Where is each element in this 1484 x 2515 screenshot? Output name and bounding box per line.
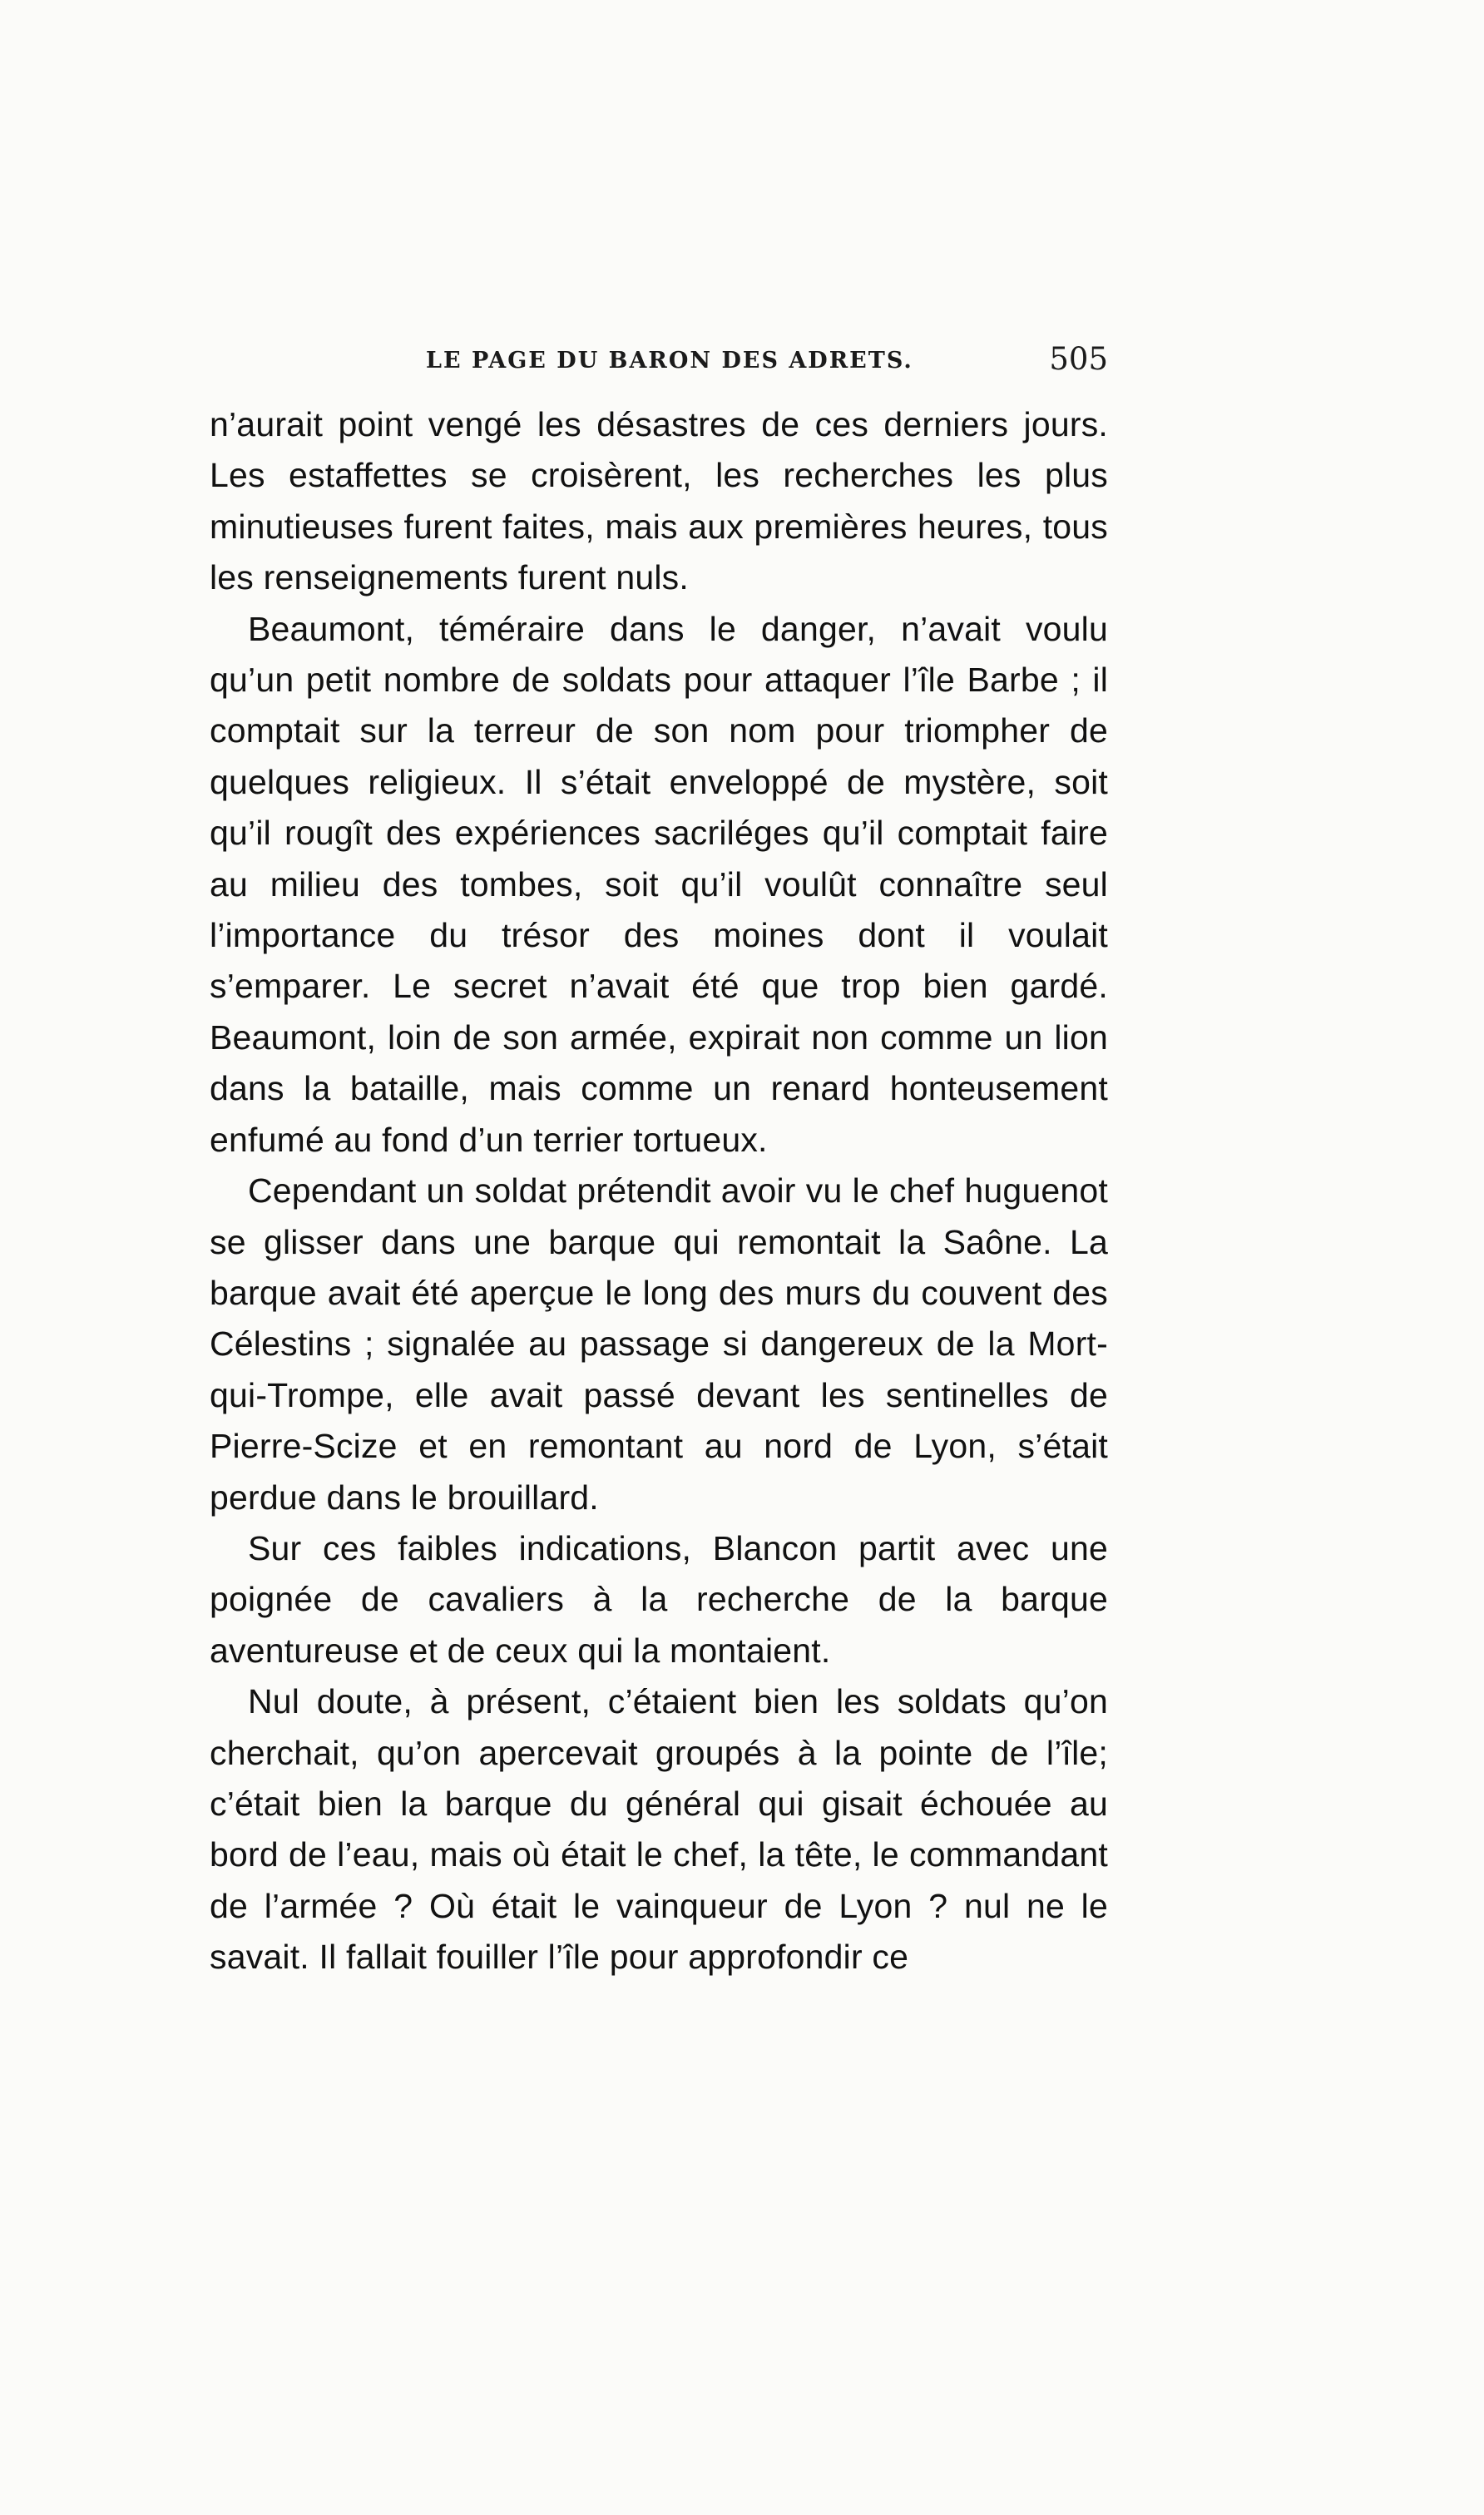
running-title: LE PAGE DU BARON DES ADRETS. [426, 348, 913, 374]
paragraph-1: n’aurait point vengé les désastres de ces derniers jours. Les estaffettes se croisèrent, les recherches les plus minutieuses furent faites, mais aux premières heures, tous les renseignements furent nuls. [210, 405, 1108, 597]
paragraph-3: Cependant un soldat prétendit avoir vu le chef huguenot se glisser dans une barque qui remontait la Saône. La barque avait été aperçue le long des murs du couvent des Célestins ; signalée au passage si dangereux de la Mort-qui-Trompe, elle avait passé devant les sentinelles de Pierre-Scize et en remontant au nord de Lyon, s’était perdue dans le brouillard. [210, 1171, 1108, 1517]
body-text [210, 399, 1108, 1983]
paragraph-2: Beaumont, téméraire dans le danger, n’avait voulu qu’un petit nombre de soldats pour attaquer l’île Barbe ; il comptait sur la terreur de son nom pour triompher de quelques religieux. Il s’était enveloppé de mystère, soit qu’il rougît des expériences sacriléges qu’il comptait faire au milieu des tombes, soit qu’il voulût connaître seul l’importance du trésor des moines dont il voulait s’emparer. Le secret n’avait été que trop bien gardé. Beaumont, loin de son armée, expirait non comme un lion dans la bataille, mais comme un renard honteusement enfumé au fond d’un terrier tortueux. [210, 609, 1108, 1159]
paragraph-5: Nul doute, à présent, c’étaient bien les soldats qu’on cherchait, qu’on apercevait groupés à la pointe de l’île; c’était bien la barque du général qui gisait échouée au bord de l’eau, mais où était le chef, la tête, le commandant de l’armée ? Où était le vainqueur de Lyon ? nul ne le savait. Il fallait fouiller l’île pour approfondir ce [210, 1682, 1108, 1977]
paragraph-4: Sur ces faibles indications, Blancon partit avec une poignée de cavaliers à la recherche de la barque aventureuse et de ceux qui la montaient. [210, 1528, 1108, 1670]
page-number: 505 [1049, 341, 1108, 377]
page-header [210, 341, 1108, 391]
